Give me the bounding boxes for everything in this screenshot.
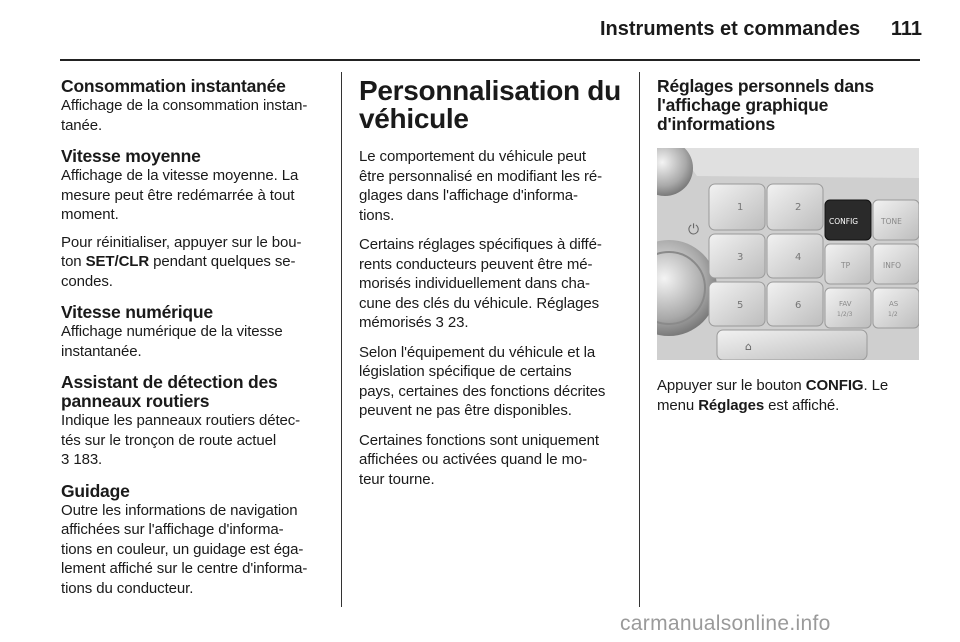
page-ref-link[interactable]: 23. [443, 314, 469, 331]
text-line: affichées sur l'affichage d'informa- [61, 521, 284, 538]
header-rule [60, 59, 920, 61]
power-icon: ⏻ [688, 222, 700, 238]
text-line: tions du conducteur. [61, 579, 194, 597]
text-line: menu [657, 396, 699, 414]
paragraph [61, 166, 329, 225]
key-5[interactable]: 5 [737, 300, 744, 311]
page-ref-icon: 3 [435, 314, 444, 331]
text-line: Pour réinitialiser, appuyer sur le bou- [61, 233, 302, 251]
text-line: est affiché. [764, 396, 840, 414]
text-line: Le comportement du véhicule peut [359, 148, 586, 165]
column-right [657, 77, 920, 425]
paragraph [359, 431, 624, 490]
key-1[interactable]: 1 [737, 202, 744, 213]
page-ref-icon: 3 [61, 451, 70, 468]
caption [657, 376, 920, 415]
paragraph [61, 96, 329, 135]
home-icon: ⌂ [745, 340, 752, 353]
tone-button-label: TONE [881, 217, 902, 226]
text-line: Selon l'équipement du véhicule et la [359, 343, 596, 361]
section-title [657, 77, 920, 134]
title-line: d'informations [657, 114, 776, 134]
paragraph [359, 343, 624, 421]
page-ref-link[interactable]: 183. [73, 451, 103, 468]
home-key[interactable] [717, 330, 867, 360]
text-line: lement affiché sur le centre d'informa- [61, 560, 308, 577]
text-line: morisés individuellement dans cha- [359, 275, 590, 292]
title-line: Personnalisation du [359, 75, 621, 106]
text-line: glages dans l'affichage d'informa- [359, 187, 578, 204]
as-button-sublabel: 1/2 [888, 311, 898, 318]
text-line: ton [61, 253, 86, 270]
key-4[interactable]: 4 [795, 252, 802, 263]
text-line: Outre les informations de navigation [61, 501, 298, 519]
text-line: mémorisés [359, 314, 436, 331]
section-guidage [61, 482, 329, 599]
section-title: Vitesse numérique [61, 302, 213, 322]
key-6[interactable]: 6 [795, 300, 802, 311]
header-title: Instruments et commandes [600, 18, 861, 40]
text-line: tés sur le tronçon de route actuel [61, 431, 277, 449]
text-line: moment. [61, 206, 119, 223]
text-line: rents conducteurs peuvent être mé- [359, 255, 593, 273]
title-line: Assistant de détection des [61, 372, 278, 392]
paragraph [61, 233, 329, 292]
paragraph [359, 235, 624, 333]
text-line: cune des clés du véhicule. Réglages [359, 294, 599, 312]
as-button[interactable] [873, 288, 919, 328]
paragraph [61, 501, 329, 599]
paragraph [61, 322, 329, 361]
column-left [61, 77, 329, 608]
text-line: tions en couleur, un guidage est éga- [61, 540, 304, 558]
watermark: carmanualsonline.info [620, 612, 831, 635]
tp-button-label: TP [841, 261, 851, 270]
text-line: pays, certaines des fonctions décrites [359, 382, 606, 400]
text-line: Certains réglages spécifiques à diffé- [359, 236, 602, 253]
title-line: l'affichage graphique [657, 95, 829, 115]
set-clr-label: SET/CLR [85, 253, 150, 270]
section-title [61, 373, 329, 411]
text-line: tions. [359, 206, 395, 224]
text-line: . Le [863, 377, 889, 394]
text-line: mesure peut être redémarrée à tout [61, 186, 295, 204]
section-vitesse-numerique [61, 303, 329, 361]
chapter-title [359, 77, 624, 133]
text-line: être personnalisé en modifiant les ré- [359, 167, 602, 185]
config-button-label: CONFIG [829, 217, 859, 226]
radio-control-panel-photo [657, 148, 919, 360]
key-3[interactable]: 3 [737, 252, 744, 263]
text-line: Affichage numérique de la vitesse [61, 323, 283, 340]
key-2[interactable]: 2 [795, 202, 802, 213]
text-line: Affichage de la consommation instan- [61, 97, 308, 114]
paragraph [359, 147, 624, 225]
title-line: Réglages personnels dans [657, 76, 874, 96]
column-divider-1 [341, 72, 342, 607]
page-number: 111 [890, 18, 922, 40]
title-line: panneaux routiers [61, 391, 210, 411]
paragraph [61, 411, 329, 470]
info-button-label: INFO [883, 261, 902, 270]
text-line: condes. [61, 272, 113, 290]
column-divider-2 [639, 72, 640, 607]
text-line: teur tourne. [359, 470, 435, 488]
text-line: Affichage de la vitesse moyenne. La [61, 167, 299, 184]
fav-button[interactable] [825, 288, 871, 328]
text-line: Indique les panneaux routiers détec- [61, 412, 301, 429]
reglages-label: Réglages [698, 396, 765, 414]
fav-button-sublabel: 1/2/3 [837, 311, 853, 318]
section-title: Vitesse moyenne [61, 146, 201, 166]
as-button-label: AS [889, 300, 899, 308]
text-line: tanée. [61, 116, 103, 134]
column-middle [359, 77, 624, 499]
section-title: Guidage [61, 480, 130, 501]
fav-button-label: FAV [839, 300, 852, 308]
text-line: Appuyer sur le bouton [657, 377, 806, 394]
text-line: instantanée. [61, 342, 142, 360]
text-line: Certaines fonctions sont uniquement [359, 431, 599, 449]
section-assistant-panneaux [61, 373, 329, 470]
config-label: CONFIG [805, 377, 864, 394]
text-line: législation spécifique de certains [359, 363, 572, 380]
text-line: affichées ou activées quand le mo- [359, 451, 588, 468]
section-vitesse-moyenne [61, 147, 329, 291]
section-consommation [61, 77, 329, 135]
text-line: pendant quelques se- [149, 253, 296, 270]
section-title: Consommation instantanée [61, 76, 286, 96]
title-line: véhicule [359, 103, 469, 134]
text-line: peuvent ne pas être disponibles. [359, 402, 572, 419]
control-panel-illustration [657, 148, 919, 360]
